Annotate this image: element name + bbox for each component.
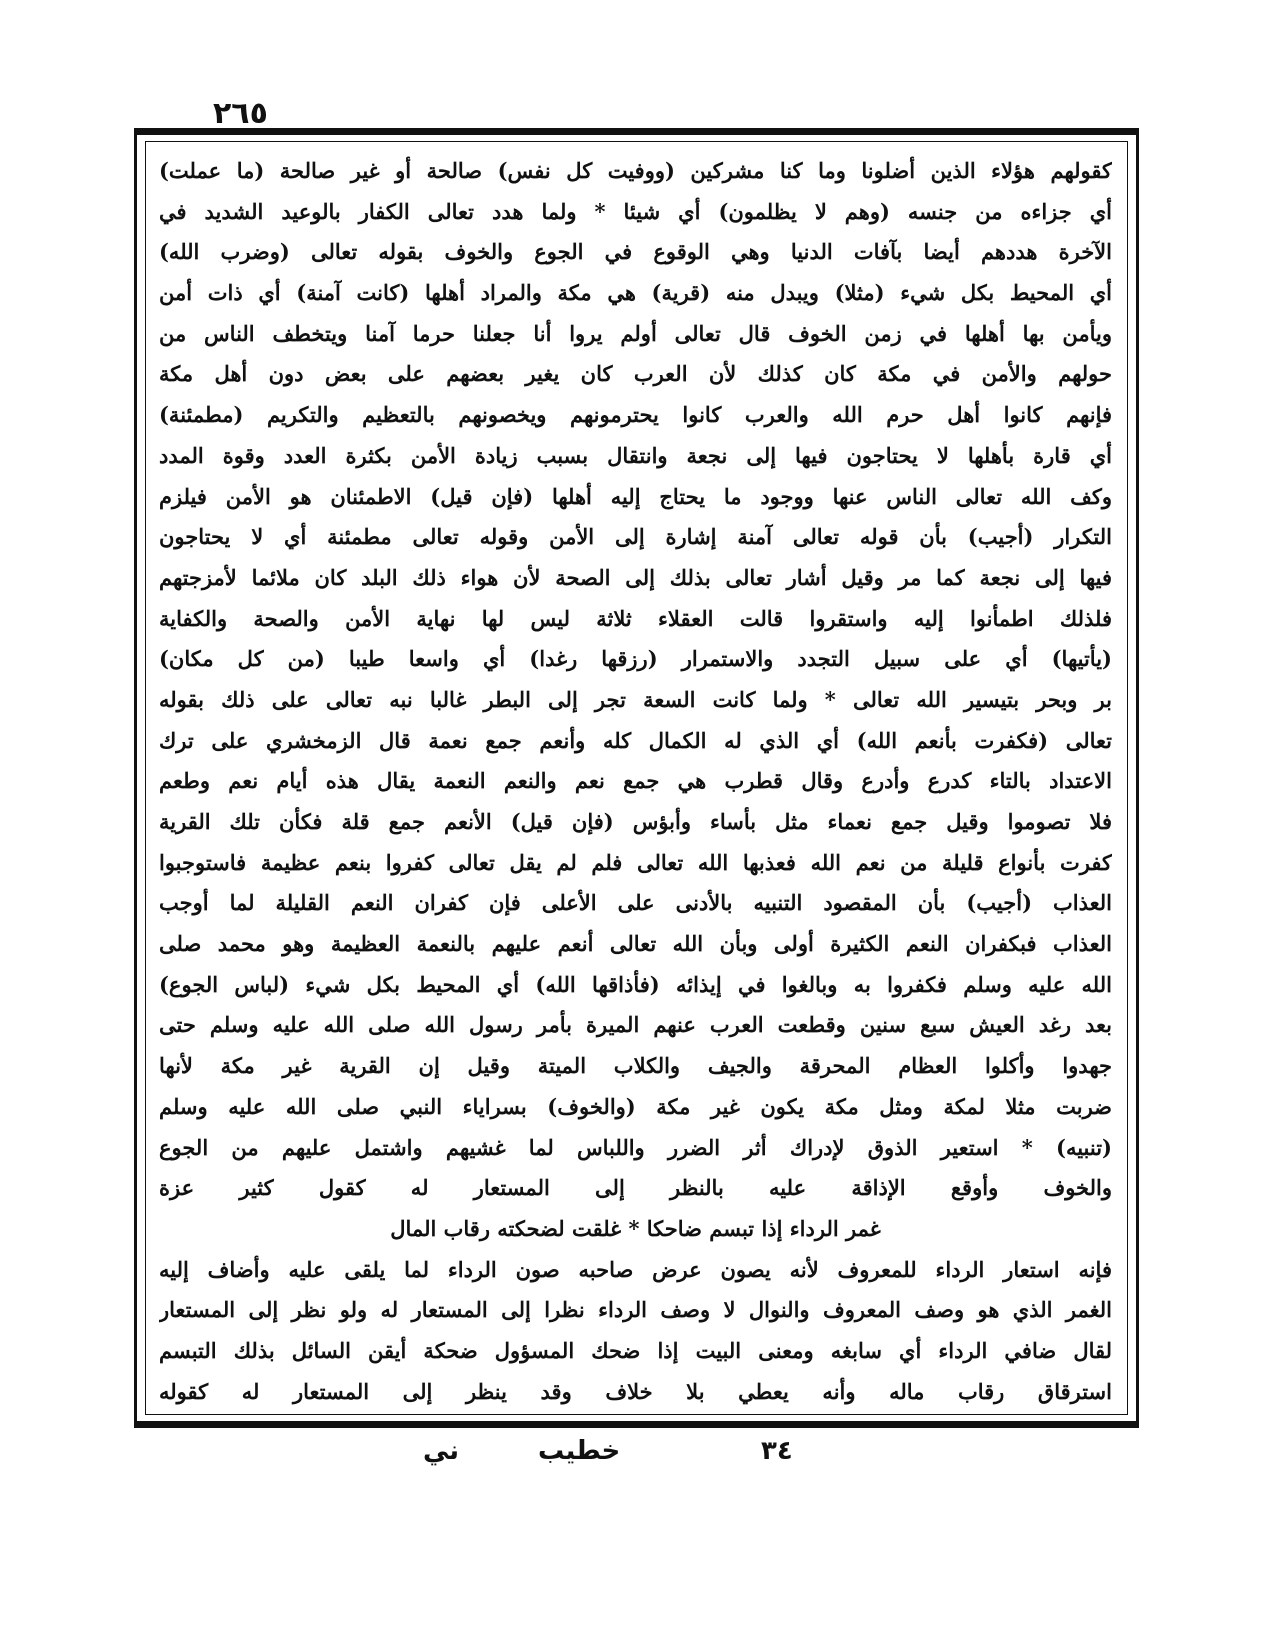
text-line: فإنه استعار الرداء للمعروف لأنه يصون عرض صاحبه صون الرداء لما يلقى عليه وأضاف إليه bbox=[159, 1256, 1112, 1282]
signature-line bbox=[0, 1432, 1275, 1472]
text-line: كقولهم هؤلاء الذين أضلونا وما كنا مشركين (ووفيت كل نفس) صالحة أو غير صالحة (ما عملت) bbox=[159, 158, 1112, 183]
text-line: فيها إلى نجعة كما مر وقيل أشار تعالى بذلك إلى الصحة لأن هواء ذلك البلد كان ملائما لأمزجتهم bbox=[159, 564, 1112, 590]
text-line: أي قارة بأهلها لا يحتاجون فيها إلى نجعة وانتقال بسبب زيادة الأمن بكثرة العدد وقوة المدد bbox=[159, 442, 1112, 468]
text-line: العذاب (أجيب) بأن المقصود التنبيه بالأدنى على الأعلى فإن كفران النعم القليلة لما أوجب bbox=[159, 890, 1112, 916]
signature-part: ني bbox=[423, 1436, 460, 1466]
poetry-verse: غمر الرداء إذا تبسم ضاحكا * غلقت لضحكته رقاب المال bbox=[390, 1215, 881, 1241]
text-line: لقال ضافي الرداء أي سابغه ومعنى البيت إذا ضحك المسؤول ضحكة أيقن السائل بذلك التبسم bbox=[159, 1337, 1112, 1363]
text-line: ضربت مثلا لمكة ومثل مكة يكون غير مكة (والخوف) بسراياء النبي صلى الله عليه وسلم bbox=[159, 1093, 1112, 1119]
signature-number: ٣٤ bbox=[761, 1436, 793, 1466]
text-line: فإنهم كانوا أهل حرم الله والعرب كانوا يحترمونهم ويخصونهم بالتعظيم والتكريم (مطمئنة) bbox=[159, 402, 1112, 428]
text-frame bbox=[134, 128, 1139, 1428]
text-line: أي المحيط بكل شيء (مثلا) ويبدل منه (قرية) هي مكة والمراد أهلها (كانت آمنة) أي ذات أمن bbox=[159, 280, 1112, 306]
text-line: استرقاق رقاب ماله وأنه يعطي بلا خلاف وقد ينظر إلى المستعار له كقوله bbox=[159, 1378, 1112, 1404]
text-line: العذاب فبكفران النعم الكثيرة أولى وبأن الله تعالى أنعم عليهم بالنعمة العظيمة وهو محمد صلى bbox=[159, 931, 1112, 957]
text-line: وكف الله تعالى الناس عنها ووجود ما يحتاج إليه أهلها (فإن قيل) الاطمئنان هو الأمن فيلزم bbox=[159, 483, 1112, 509]
text-line: كفرت بأنواع قليلة من نعم الله فعذبها الله تعالى فلم لم يقل تعالى كفروا بنعم عظيمة فاستوجبوا bbox=[159, 849, 1112, 875]
page-number: ٢٦٥ bbox=[213, 96, 268, 131]
text-line: تعالى (فكفرت بأنعم الله) أي الذي له الكمال كله وأنعم جمع نعمة قال الزمخشري على ترك bbox=[159, 727, 1112, 753]
text-line: بر وبحر بتيسير الله تعالى * ولما كانت السعة تجر إلى البطر غالبا نبه تعالى على ذلك بقوله bbox=[159, 686, 1112, 712]
text-line: (يأتيها) أي على سبيل التجدد والاستمرار (رزقها رغدا) أي واسعا طيبا (من كل مكان) bbox=[159, 646, 1112, 672]
text-line: الاعتداد بالتاء كدرع وأدرع وقال قطرب هي جمع نعم والنعم النعمة يقال هذه أيام نعم وطعم bbox=[159, 768, 1112, 794]
text-line: التكرار (أجيب) بأن قوله تعالى آمنة إشارة إلى الأمن وقوله تعالى مطمئنة أي لا يحتاجون bbox=[159, 524, 1112, 550]
page-text bbox=[159, 151, 1112, 1412]
text-line: جهدوا وأكلوا العظام المحرقة والجيف والكلاب الميتة وقيل إن القرية غير مكة لأنها bbox=[159, 1053, 1112, 1079]
text-line: أي جزاءه من جنسه (وهم لا يظلمون) أي شيئا * ولما هدد تعالى الكفار بالوعيد الشديد في bbox=[159, 198, 1112, 224]
text-line: فلذلك اطمأنوا إليه واستقروا قالت العقلاء ثلاثة ليس لها نهاية الأمن والصحة والكفاية bbox=[159, 605, 1112, 631]
text-line: الغمر الذي هو وصف المعروف والنوال لا وصف الرداء نظرا إلى المستعار له ولو نظر إلى المستعار bbox=[159, 1297, 1112, 1323]
text-line: بعد رغد العيش سبع سنين وقطعت العرب عنهم الميرة بأمر رسول الله صلى الله عليه وسلم حتى bbox=[159, 1012, 1112, 1038]
text-line: والخوف وأوقع الإذاقة عليه بالنظر إلى المستعار له كقول كثير عزة bbox=[159, 1175, 1112, 1201]
text-line: (تنبيه) * استعير الذوق لإدراك أثر الضرر واللباس لما غشيهم واشتمل عليهم من الجوع bbox=[159, 1134, 1112, 1160]
signature-word: خطيب bbox=[538, 1436, 621, 1466]
text-line: الله عليه وسلم فكفروا به وبالغوا في إيذائه (فأذاقها الله) أي المحيط بكل شيء (لباس الجوع) bbox=[159, 971, 1112, 997]
text-line: فلا تصوموا وقيل جمع نعماء مثل بأساء وأبؤس (فإن قيل) الأنعم جمع قلة فكأن تلك القرية bbox=[159, 809, 1112, 834]
text-line: الآخرة هددهم أيضا بآفات الدنيا وهي الوقوع في الجوع والخوف بقوله تعالى (وضرب الله) bbox=[159, 239, 1112, 265]
text-line: ويأمن بها أهلها في زمن الخوف قال تعالى أولم يروا أنا جعلنا حرما آمنا ويتخطف الناس من bbox=[159, 320, 1112, 346]
text-line: حولهم والأمن في مكة كان كذلك لأن العرب كان يغير بعضهم على بعض دون أهل مكة bbox=[159, 361, 1112, 387]
